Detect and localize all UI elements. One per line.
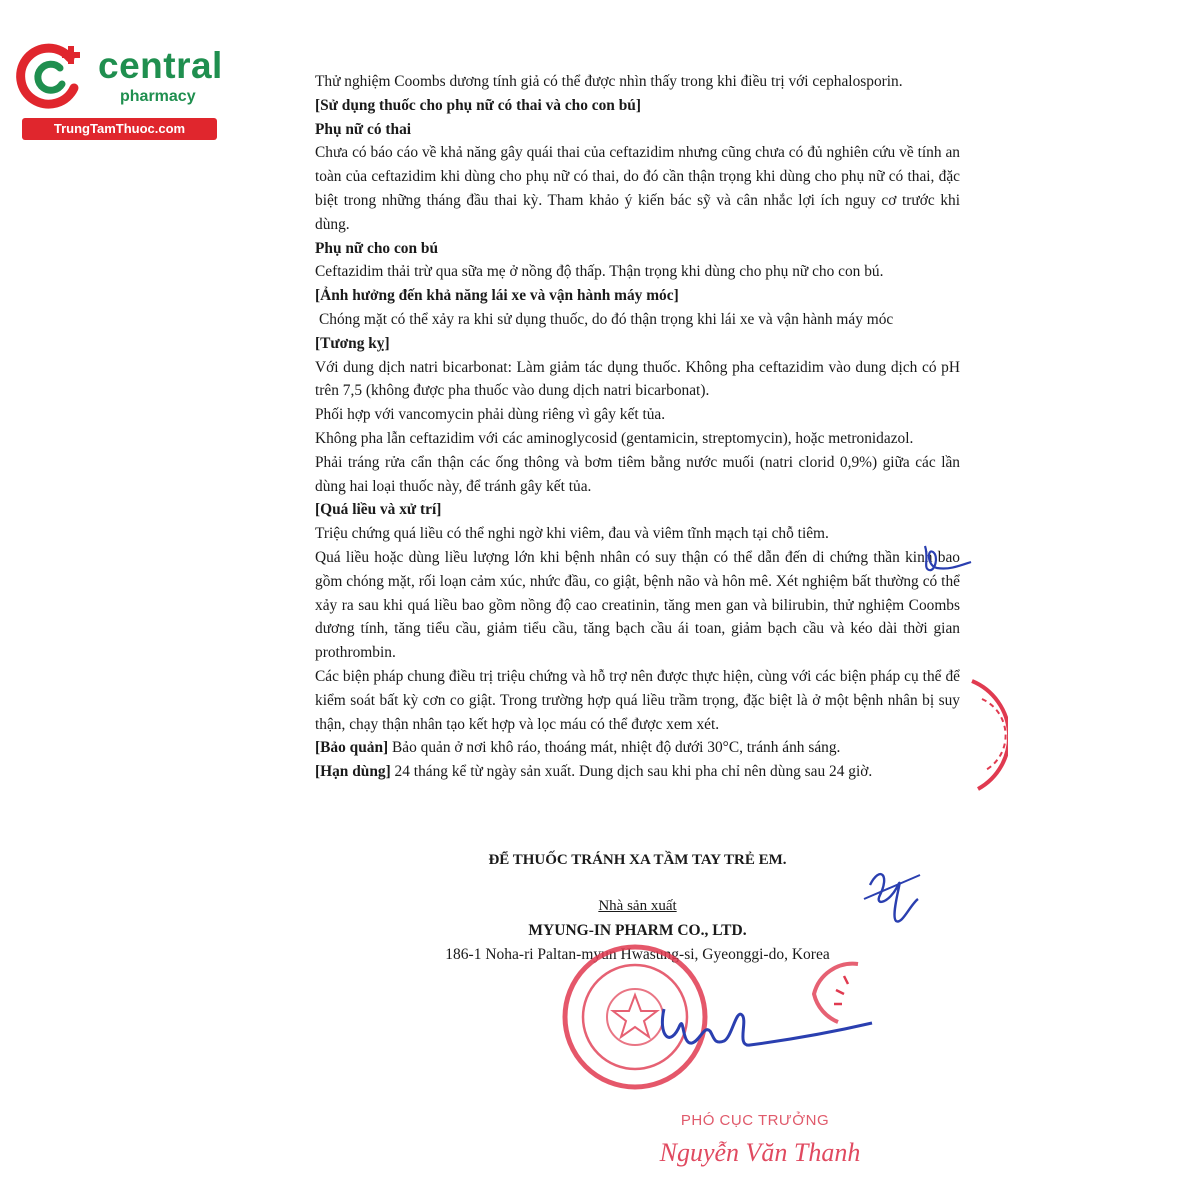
body-paragraph: Thử nghiệm Coombs dương tính giả có thể được nhìn thấy trong khi điều trị với cephalosporin. bbox=[315, 73, 903, 90]
section-heading: Phụ nữ cho con bú bbox=[315, 239, 438, 257]
initial-signature-icon bbox=[915, 538, 975, 578]
body-paragraph: Không pha lẫn ceftazidim với các aminoglycosid (gentamicin, streptomycin), hoặc metronidazol. bbox=[315, 429, 914, 447]
blue-signature-icon bbox=[860, 855, 925, 930]
manufacturer-name: MYUNG-IN PHARM CO., LTD. bbox=[528, 922, 747, 939]
section-heading: [Ảnh hưởng đến khả năng lái xe và vận hành máy móc] bbox=[315, 287, 679, 305]
paragraph-text: Bảo quản ở nơi khô ráo, thoáng mát, nhiệt độ dưới 30°C, tránh ánh sáng. bbox=[388, 739, 841, 757]
document-body bbox=[315, 70, 960, 784]
partial-red-stamp-right-icon bbox=[968, 675, 1008, 795]
body-paragraph: Chưa có báo cáo về khả năng gây quái thai của ceftazidim nhưng cũng chưa có đủ nghiên cứu về tính an toàn của ceftazidim khi dùng cho phụ nữ có thai, do đó cần thận trọng khi dùng cho phụ nữ có thai, đặc biệt trong những tháng đầu thai kỳ. Tham khảo ý kiến bác sỹ và cân nhắc lợi ích nguy cơ trước khi dùng. bbox=[315, 144, 960, 233]
paragraph-label: [Hạn dùng] bbox=[315, 763, 391, 781]
labeled-paragraph bbox=[315, 736, 960, 760]
paragraph-text: 24 tháng kể từ ngày sản xuất. Dung dịch sau khi pha chỉ nên dùng sau 24 giờ. bbox=[390, 763, 873, 781]
brand-name: central bbox=[98, 45, 223, 86]
body-paragraph: Quá liều hoặc dùng liều lượng lớn khi bệnh nhân có suy thận có thể dẫn đến di chứng thần kinh bao gồm chóng mặt, rối loạn cảm xúc, nhức đầu, co giật, bệnh não và hôn mê. Xét nghiệm bất thường có thể xảy ra sau khi quá liều bao gồm nồng độ cao creatinin, tăng men gan và bilirubin, thử nghiệm Coombs dương tính, tăng tiểu cầu, giảm tiểu cầu, tăng bạch cầu ái toan, giảm bạch cầu và kéo dài thời gian prothrombin. bbox=[315, 548, 960, 662]
body-paragraph: Ceftazidim thải trừ qua sữa mẹ ở nồng độ thấp. Thận trọng khi dùng cho phụ nữ cho con bú. bbox=[315, 263, 884, 281]
section-heading: Phụ nữ có thai bbox=[315, 120, 412, 138]
director-signature-icon bbox=[640, 995, 880, 1075]
section-heading: [Sử dụng thuốc cho phụ nữ có thai và cho con bú] bbox=[315, 96, 641, 114]
child-safety-warning: ĐỂ THUỐC TRÁNH XA TẦM TAY TRẺ EM. bbox=[488, 852, 787, 868]
body-paragraph: Phối hợp với vancomycin phải dùng riêng vì gây kết tủa. bbox=[315, 406, 666, 424]
manufacturer-address: 186-1 Noha-ri Paltan-myun Hwasung-si, Gyeonggi-do, Korea bbox=[445, 946, 830, 963]
brand-subtitle: pharmacy bbox=[120, 88, 196, 105]
pharmacy-cross-logo-icon bbox=[12, 38, 90, 116]
brand-logo bbox=[10, 38, 223, 138]
body-paragraph: Với dung dịch natri bicarbonat: Làm giảm tác dụng thuốc. Không pha ceftazidim vào dung dịch có pH trên 7,5 (không được pha thuốc vào dung dịch natri bicarbonat). bbox=[315, 358, 960, 400]
section-heading: [Tương kỵ] bbox=[315, 334, 390, 352]
brand-website: TrungTamThuoc.com bbox=[22, 118, 217, 140]
body-paragraph: Chóng mặt có thể xảy ra khi sử dụng thuốc, do đó thận trọng khi lái xe và vận hành máy móc bbox=[319, 310, 894, 328]
body-paragraph: Phải tráng rửa cẩn thận các ống thông và bơm tiêm bằng nước muối (natri clorid 0,9%) giữa các lần dùng hai loại thuốc này, để tránh gây kết tủa. bbox=[315, 453, 960, 495]
manufacturer-label: Nhà sản xuất bbox=[598, 898, 677, 914]
official-name: Nguyễn Văn Thanh bbox=[659, 1138, 861, 1167]
labeled-paragraph bbox=[315, 760, 960, 784]
body-paragraph: Triệu chứng quá liều có thể nghi ngờ khi viêm, đau và viêm tĩnh mạch tại chỗ tiêm. bbox=[315, 525, 829, 543]
paragraph-label: [Bảo quản] bbox=[315, 739, 389, 757]
official-title: PHÓ CỤC TRƯỞNG bbox=[680, 1112, 830, 1129]
section-heading: [Quá liều và xử trí] bbox=[315, 501, 442, 519]
body-paragraph: Các biện pháp chung điều trị triệu chứng và hỗ trợ nên được thực hiện, cùng với các biện pháp cụ thể để kiểm soát bất kỳ cơn co giật. Trong trường hợp quá liều trầm trọng, đặc biệt là ở một bệnh nhân bị suy thận, chạy thận nhân tạo kết hợp và lọc máu có thể được xem xét. bbox=[315, 667, 960, 733]
